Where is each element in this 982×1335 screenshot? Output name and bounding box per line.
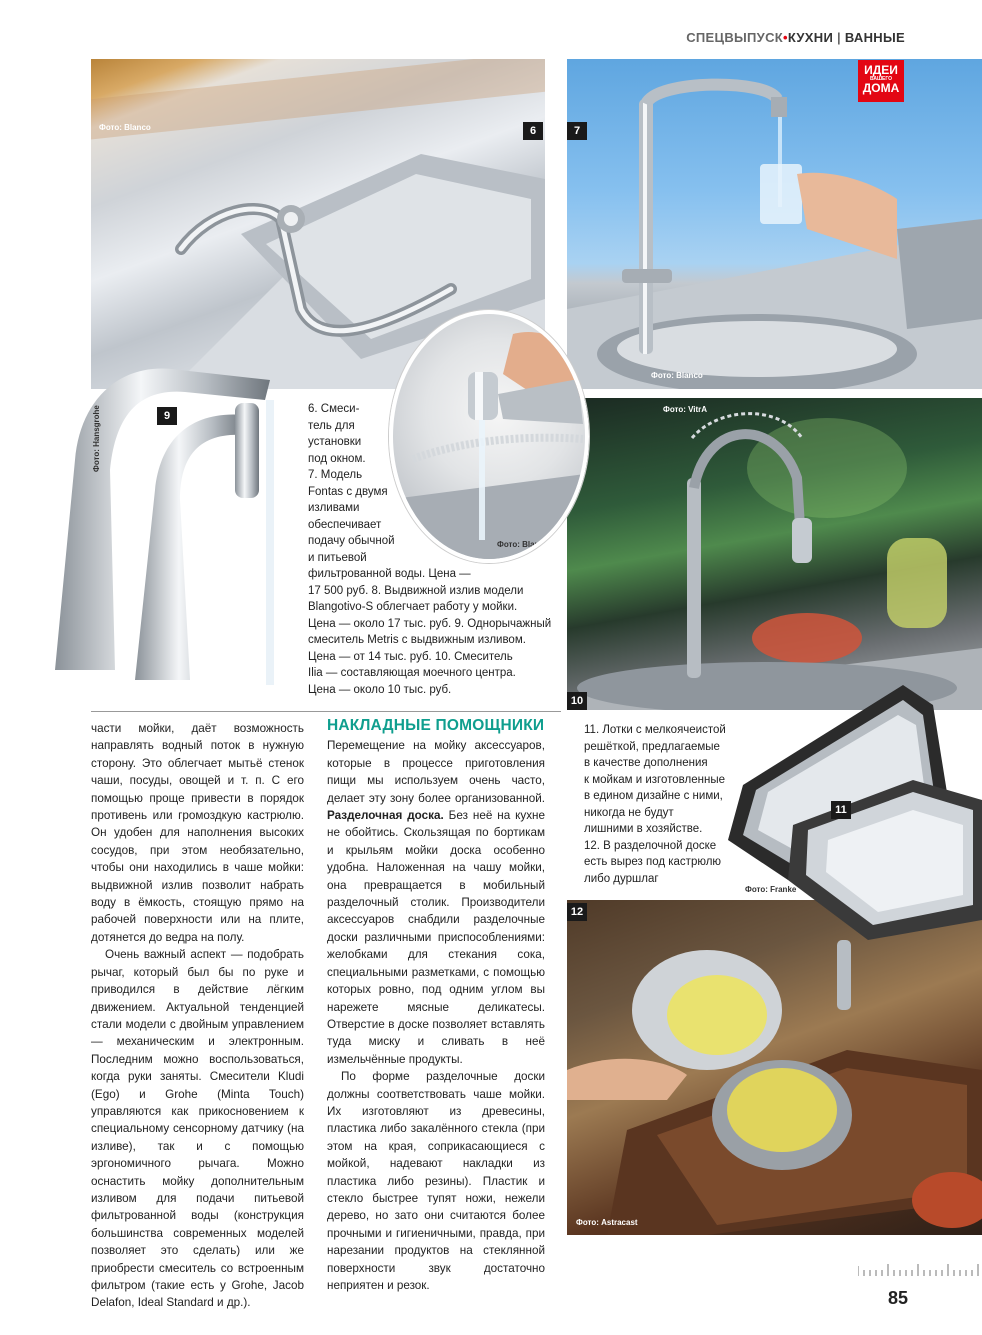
bullet-dot: •	[783, 30, 788, 45]
caption-wide-block	[308, 566, 558, 698]
article-column-2	[327, 717, 545, 1294]
photo-11-trays	[718, 680, 982, 940]
caption-line: 7. Модель	[308, 469, 363, 481]
faucet-illustration-9	[20, 340, 290, 690]
header-subtopic: ВАННЫЕ	[844, 30, 905, 45]
photo-10-ilia-faucet	[567, 398, 982, 710]
photo-credit: Фото: Blanco	[651, 371, 703, 380]
paragraph: части мойки, даёт возможность направлять водный поток в нужную сторону. Это облегчает мытьё стенок чаши, посуды, овощей и т. п. С его помощью проще привести в порядок противень или громоздкую кастрюлю. Он удобен для наполнения высоких сосудов, при этом необязательно, чтобы они находились в чаше мойки: выдвижной излив позволит набрать воду в ёмкость, стоящую прямо на рабочей поверхности или на плите, дотянется до ведра на полу.	[91, 722, 304, 944]
photo-number-badge: 8	[555, 312, 575, 330]
header-section: СПЕЦВЫПУСК	[686, 30, 783, 45]
caption-line: и питьевой	[308, 551, 367, 564]
photo-credit: Фото: Franke	[745, 885, 797, 894]
photo-number-badge: 11	[831, 801, 851, 819]
photo-credit: Фото: Blanco	[497, 540, 549, 549]
caption-line: к мойкам и изготовленные	[584, 773, 725, 786]
photo-credit: Фото: VitrA	[663, 405, 708, 414]
photo-8-blangotivo-circle	[389, 310, 589, 563]
page-number: 85	[888, 1288, 909, 1308]
photo-number-badge: 9	[157, 407, 177, 425]
divider	[91, 711, 561, 712]
page-ruler-decoration	[858, 1262, 982, 1276]
header-topic: КУХНИ	[787, 30, 834, 45]
caption-line: 11. Лотки с мелкоячеистой	[584, 724, 726, 736]
paragraph: По форме разделочные доски должны соответствовать чаше мойки. Их изготовляют из древесины, пластика либо закалённого стекла (при этом на края, соприкасающиеся с мойкой, надевают накладки из пластика либо резины). Пластик и стекло быстрее тупят ножи, нежели дерево, но зато они считаются более прочными и гигиеничными, правда, при нарезании продуктов на стеклянной поверхности звук достаточно неприятен и резок.	[327, 1070, 545, 1292]
photo-number-badge: 10	[567, 692, 587, 710]
faucet-illustration-8	[393, 314, 585, 559]
header-separator: |	[837, 30, 841, 45]
caption-line: смеситель Metris с выдвижным изливом.	[308, 634, 526, 646]
photo-number-badge: 12	[567, 903, 587, 921]
caption-line: установки	[308, 436, 362, 448]
caption-line: Цена — около 10 тыс. руб.	[308, 683, 452, 696]
term-cutting-board: Разделочная доска.	[327, 809, 444, 823]
caption-line: тель для	[308, 419, 355, 432]
caption-line: в качестве дополнения	[584, 757, 708, 769]
paragraph	[327, 737, 545, 1068]
photo-12-cutting-board	[567, 900, 982, 1235]
caption-line: изливами	[308, 502, 360, 514]
caption-line: никогда не будут	[584, 806, 674, 819]
article-column-1	[91, 720, 304, 1312]
caption-line: Blangotivo-S облегчает работу у мойки.	[308, 601, 518, 613]
caption-line: лишними в хозяйстве.	[584, 823, 703, 835]
section-title: НАКЛАДНЫЕ ПОМОЩНИКИ	[327, 717, 545, 734]
caption-line: обеспечивает	[308, 518, 382, 531]
logo-small: ВАШЕГО	[870, 76, 892, 82]
caption-line: фильтрованной воды. Цена —	[308, 568, 471, 580]
cutting-board-illustration	[567, 900, 982, 1235]
photo-9-metris-faucets	[20, 340, 290, 690]
caption-line: решёткой, предлагаемые	[584, 740, 720, 753]
photo-number-badge: 6	[523, 122, 543, 140]
photo-7-fontas-faucet	[567, 59, 982, 389]
logo-line1: ИДЕИ	[864, 63, 898, 77]
caption-line: Цена — около 17 тыс. руб. 9. Однорычажный	[308, 617, 552, 630]
caption-line: под окном.	[308, 452, 366, 465]
photo-credit: Фото: Blanco	[99, 123, 151, 132]
caption-side-block	[584, 722, 734, 887]
caption-line: есть вырез под кастрюлю	[584, 856, 722, 868]
caption-line: Цена — от 14 тыс. руб. 10. Смеситель	[308, 650, 513, 663]
photo-credit: Фото: Astracast	[576, 1218, 638, 1227]
photo-credit: Фото: Hansgrohe	[92, 405, 101, 472]
caption-line: 17 500 руб. 8. Выдвижной излив модели	[308, 584, 524, 597]
caption-line: Ilia — составляющая моечного центра.	[308, 667, 516, 679]
caption-line: либо дуршлаг	[584, 872, 659, 885]
magazine-logo	[858, 60, 904, 102]
caption-line: в едином дизайне с ними,	[584, 790, 723, 802]
caption-narrow-block	[308, 401, 398, 566]
faucet-illustration-10	[567, 398, 982, 710]
paragraph-rest: Без неё на кухне не обойтись. Скользящая по бортикам и крыльям мойки доска особенно удобна. Наложенная на чашу мойки, она превращается в мобильный разделочный столик. Производители аксессуаров снабдили разделочные доски различными приспособлениями: желобками для стекания сока, специальными разметками, с помощью которых ровно, под одним углом вы нарежете мясные деликатесы. Отверстие в доске позволяет вставлять туда миску и сливать в неё измельчённые продукты.	[327, 809, 546, 1066]
logo-line2: ДОМА	[862, 81, 900, 95]
paragraph: Очень важный аспект — подобрать рычаг, который был бы по руке и приводился в действие лёгким движением. Актуальной тенденцией стали модели с двойным управлением — механическим и электронным. Последним можно воспользоваться, когда руки заняты. Смесители Kludi (Ego) и Grohe (Minta Touch) управляются как прикосновением к специальному сенсорному датчику (на изливе), так и с помощью эргономичного рычага. Можно оснастить мойку дополнительным изливом для подачи питьевой фильтрованной воды (конструкция большинства современных моделей позволяет это сделать) или же приобрести смеситель со встроенным фильтром (такие есть у Grohe, Jacob Delafon, Ideal Standard и др.).	[91, 948, 304, 1310]
caption-line: Fontas с двумя	[308, 485, 388, 498]
photo-number-badge: 7	[567, 122, 587, 140]
caption-line: подачу обычной	[308, 535, 395, 547]
caption-line: 12. В разделочной доске	[584, 839, 717, 852]
faucet-illustration-7	[567, 59, 982, 389]
running-header	[560, 30, 905, 45]
paragraph-intro: Перемещение на мойку аксессуаров, которые в процессе приготовления пищи мы используем очень часто, делает эту зону более организованной.	[327, 739, 545, 805]
caption-line: 6. Смеси-	[308, 403, 360, 415]
